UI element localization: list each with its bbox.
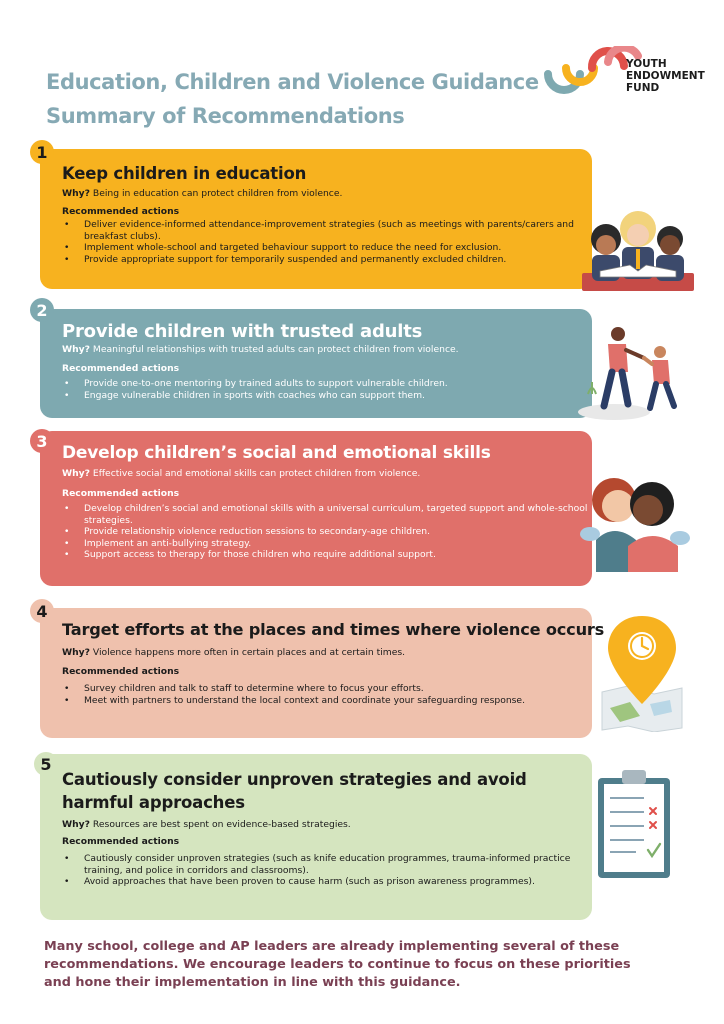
card-title: Target efforts at the places and times where violence occurs [62,620,605,639]
list-item: • Support access to therapy for those children who require additional support. [62,549,592,561]
list-item: • Provide relationship violence reduction sessions to secondary-age children. [62,526,592,538]
list-item: • Engage vulnerable children in sports with coaches who can support them. [62,390,582,402]
why-text: Why? Resources are best spent on evidence-based strategies. [62,819,351,830]
list-item: • Meet with partners to understand the local context and coordinate your safeguarding response. [62,695,582,707]
conversation-illustration [580,470,690,572]
recommendation-card-1 [40,149,592,289]
list-item: • Implement whole-school and targeted behaviour support to reduce the need for exclusion. [62,242,602,254]
map-pin-clock-illustration [600,612,684,732]
list-item: • Cautiously consider unproven strategies (such as knife education programmes, trauma-informed practice training, and police in corridors and classrooms). [62,853,582,876]
actions-list [62,378,582,401]
footer-note: Many school, college and AP leaders are already implementing several of these recommendations. We encourage leaders to continue to focus on these priorities and hone their implementation in line with this guidance. [44,939,631,990]
number-badge-2: 2 [30,298,54,322]
actions-list [62,219,602,265]
why-text: Why? Effective social and emotional skills can protect children from violence. [62,468,421,479]
recommendation-card-5 [40,754,592,920]
mentoring-illustration [578,322,690,420]
recommendation-card-4 [40,608,605,738]
recommended-actions-label: Recommended actions [62,836,180,847]
card-title: Develop children’s social and emotional skills [62,443,491,463]
actions-list [62,683,582,706]
card-title: Provide children with trusted adults [62,321,423,342]
number-badge-3: 3 [30,429,54,453]
number-badge-4: 4 [30,599,54,623]
page-subtitle: Summary of Recommendations [46,104,405,128]
recommendation-card-2 [40,309,592,418]
card-title: Keep children in education [62,164,307,183]
recommended-actions-label: Recommended actions [62,363,180,374]
number-badge-1: 1 [30,140,54,164]
list-item: • Implement an anti-bullying strategy. [62,538,592,550]
why-text: Why? Violence happens more often in certain places and at certain times. [62,647,406,658]
recommended-actions-label: Recommended actions [62,206,180,217]
why-text: Why? Meaningful relationships with trusted adults can protect children from violence. [62,344,459,355]
list-item: • Survey children and talk to staff to determine where to focus your efforts. [62,683,582,695]
recommendation-card-3 [40,431,592,586]
list-item: • Provide appropriate support for temporarily suspended and permanently excluded children. [62,254,602,266]
actions-list [62,503,592,561]
number-badge-5: 5 [34,752,58,776]
card-title: Cautiously consider unproven strategies and avoid harmful approaches [62,770,527,812]
list-item: • Develop children’s social and emotional skills with a universal curriculum, targeted support and whole-school strategies. [62,503,592,526]
recommended-actions-label: Recommended actions [62,488,180,499]
why-text: Why? Being in education can protect children from violence. [62,188,343,199]
page-title: Education, Children and Violence Guidance [46,70,539,94]
recommended-actions-label: Recommended actions [62,666,180,677]
children-reading-illustration [582,205,698,293]
actions-list [62,853,582,888]
list-item: • Provide one-to-one mentoring by trained adults to support vulnerable children. [62,378,582,390]
list-item: • Deliver evidence-informed attendance-improvement strategies (such as meetings with parents/carers and breakfast clubs). [62,219,602,242]
logo-text: YOUTH ENDOWMENT FUND [626,58,705,94]
list-item: • Avoid approaches that have been proven to cause harm (such as prison awareness programmes). [62,876,582,888]
clipboard-checklist-illustration [596,768,672,880]
